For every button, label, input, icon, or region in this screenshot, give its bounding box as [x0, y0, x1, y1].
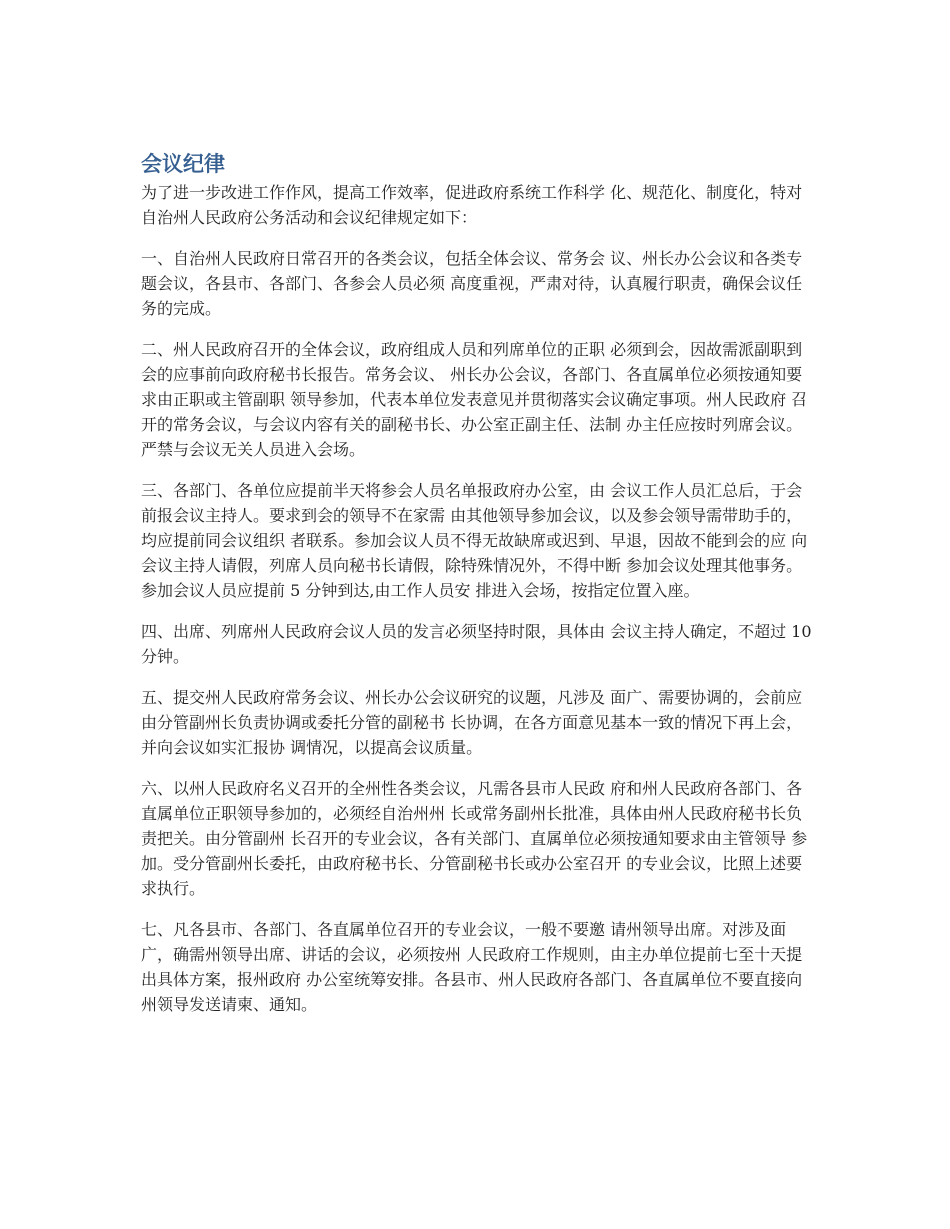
rule-paragraph-6: 六、以州人民政府名义召开的全州性各类会议，凡需各县市人民政 府和州人民政府各部门、各直属单位正职领导参加的，必须经自治州州 长或常务副州长批准，具体由州人民政府秘书长负责把关。由分管副州 长召开的专业会议，各有关部门、直属单位必须按通知要求由主管领导 参加。受分管副州长委托，由政府秘书长、分管副秘书长或办公室召开 的专业会议，比照上述要求执行。	[141, 779, 808, 898]
rule-paragraph-7: 七、凡各县市、各部门、各直属单位召开的专业会议，一般不要邀 请州领导出席。对涉及面广，确需州领导出席、讲话的会议，必须按州 人民政府工作规则，由主办单位提前七至十天提出具体方案，报州政府 办公室统筹安排。各县市、州人民政府各部门、各直属单位不要直接向 州领导发送请柬、通知。	[141, 920, 803, 1014]
rule-paragraph-2: 二、州人民政府召开的全体会议，政府组成人员和列席单位的正职 必须到会，因故需派副职到会的应事前向政府秘书长报告。常务会议、 州长办公会议，各部门、各直属单位必须按通知要求由正职或主管副职 领导参加，代表本单位发表意见并贯彻落实会议确定事项。州人民政府 召开的常务会议，与会议内容有关的副秘书长、办公室正副主任、法制 办主任应按时列席会议。严禁与会议无关人员进入会场。	[141, 340, 808, 459]
rule-paragraph-3: 三、各部门、各单位应提前半天将参会人员名单报政府办公室，由 会议工作人员汇总后，于会前报会议主持人。要求到会的领导不在家需 由其他领导参加会议，以及参会领导需带助手的，均应提前同会议组织 者联系。参加会议人员不得无故缺席或迟到、早退，因故不能到会的应 向会议主持人请假，列席人员向秘书长请假，除特殊情况外，不得中断 参加会议处理其他事务。参加会议人员应提前 5 分钟到达,由工作人员安 排进入会场，按指定位置入座。	[141, 481, 808, 600]
document-title: 会议纪律	[141, 152, 225, 176]
rule-paragraph-5: 五、提交州人民政府常务会议、州长办公会议研究的议题，凡涉及 面广、需要协调的，会前应由分管副州长负责协调或委托分管的副秘书 长协调，在各方面意见基本一致的情况下再上会，并向会议如实汇报协 调情况，以提高会议质量。	[141, 688, 803, 757]
rule-paragraph-4: 四、出席、列席州人民政府会议人员的发言必须坚持时限，具体由 会议主持人确定，不超过 10 分钟。	[141, 622, 812, 666]
intro-paragraph: 为了进一步改进工作作风，提高工作效率，促进政府系统工作科学 化、规范化、制度化，特对自治州人民政府公务活动和会议纪律规定如下：	[141, 183, 803, 227]
document-page	[141, 148, 813, 1033]
rule-paragraph-1: 一、自治州人民政府日常召开的各类会议，包括全体会议、常务会 议、州长办公会议和各类专题会议，各县市、各部门、各参会人员必须 高度重视，严肃对待，认真履行职责，确保会议任务的完成。	[141, 249, 803, 318]
